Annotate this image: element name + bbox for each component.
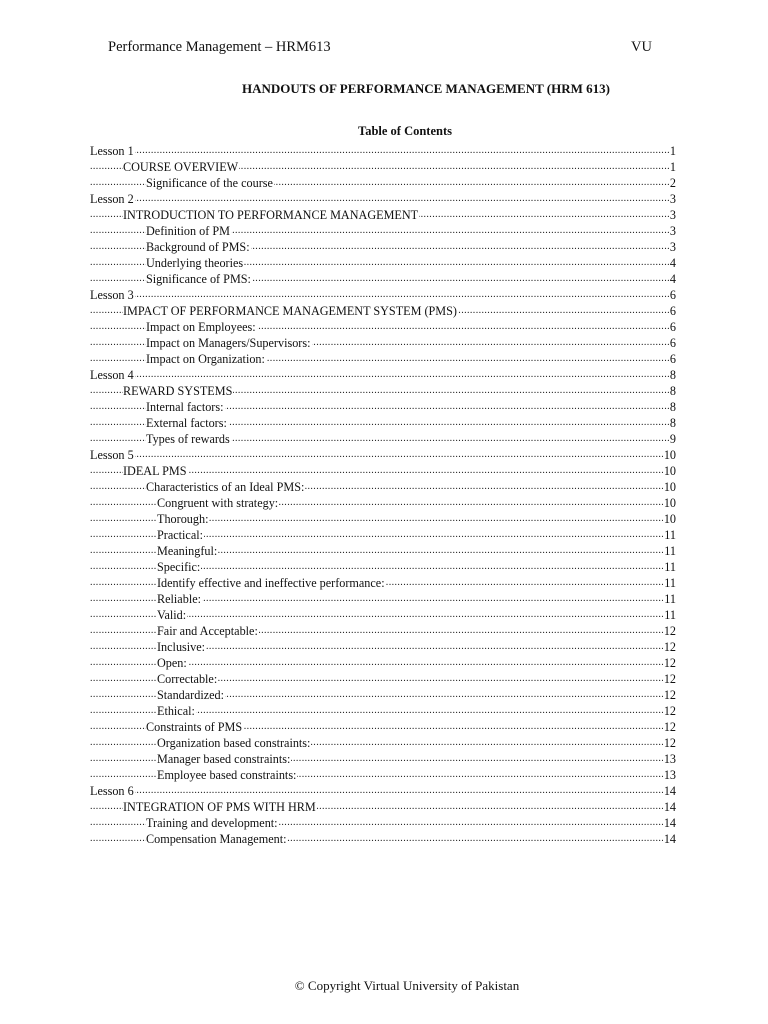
toc-entry[interactable] (90, 527, 676, 543)
toc-entry[interactable] (90, 319, 676, 335)
toc-entry-label: Significance of the course (146, 176, 273, 190)
toc-entry[interactable] (90, 831, 676, 847)
toc-entry[interactable] (90, 383, 676, 399)
toc-entry[interactable] (90, 463, 676, 479)
toc-entry-label: Congruent with strategy: (157, 496, 279, 510)
toc-entry-label: Fair and Acceptable: (157, 624, 258, 638)
toc-entry-label: Inclusive: (157, 640, 206, 654)
toc-entry-label: Identify effective and ineffective performance: (157, 576, 385, 590)
toc-entry-page-number: 3 (669, 208, 676, 222)
toc-entry-page-number: 6 (669, 304, 676, 318)
toc-entry-page-number: 12 (663, 672, 676, 686)
toc-entry[interactable] (90, 367, 676, 383)
toc-entry-page-number: 11 (664, 608, 676, 622)
toc-entry-page-number: 13 (663, 752, 676, 766)
header-course-title: Performance Management – HRM613 (108, 39, 331, 55)
toc-entry-page-number: 14 (663, 816, 676, 830)
toc-entry-label: Lesson 1 (90, 144, 134, 158)
toc-entry-label: Open: (157, 656, 187, 670)
toc-entry-label: Practical: (157, 528, 204, 542)
toc-entry-page-number: 11 (664, 544, 676, 558)
toc-entry-page-number: 12 (663, 720, 676, 734)
toc-entry-label: Lesson 6 (90, 784, 134, 798)
toc-entry-page-number: 11 (664, 528, 676, 542)
toc-entry[interactable] (90, 399, 676, 415)
toc-entry[interactable] (90, 415, 676, 431)
toc-entry-page-number: 6 (669, 288, 676, 302)
toc-entry[interactable] (90, 591, 676, 607)
toc-entry[interactable] (90, 159, 676, 175)
toc-entry-label: External factors: (146, 416, 227, 430)
toc-entry-page-number: 10 (663, 496, 676, 510)
toc-entry-label: COURSE OVERVIEW (123, 160, 239, 174)
toc-entry[interactable] (90, 287, 676, 303)
toc-entry-label: Lesson 2 (90, 192, 134, 206)
toc-entry-page-number: 10 (663, 480, 676, 494)
toc-entry-label: Valid: (157, 608, 187, 622)
toc-entry-page-number: 8 (669, 400, 676, 414)
toc-entry-label: REWARD SYSTEMS (123, 384, 233, 398)
toc-entry[interactable] (90, 511, 676, 527)
toc-entry[interactable] (90, 655, 676, 671)
toc-entry-page-number: 12 (663, 656, 676, 670)
toc-entry[interactable] (90, 719, 676, 735)
toc-entry-label: Significance of PMS: (146, 272, 251, 286)
toc-entry-label: Background of PMS: (146, 240, 250, 254)
toc-entry-page-number: 1 (669, 144, 676, 158)
toc-entry-label: Meaningful: (157, 544, 218, 558)
toc-entry-page-number: 12 (663, 688, 676, 702)
toc-entry[interactable] (90, 559, 676, 575)
toc-entry-page-number: 3 (669, 192, 676, 206)
toc-entry[interactable] (90, 271, 676, 287)
toc-entry-label: IDEAL PMS (123, 464, 187, 478)
toc-entry-label: Underlying theories (146, 256, 244, 270)
toc-entry-label: Types of rewards (146, 432, 230, 446)
toc-entry-label: Definition of PM (146, 224, 230, 238)
toc-entry-page-number: 12 (663, 704, 676, 718)
document-title: HANDOUTS OF PERFORMANCE MANAGEMENT (HRM 613) (242, 81, 610, 96)
toc-entry[interactable] (90, 207, 676, 223)
toc-entry[interactable] (90, 351, 676, 367)
toc-entry[interactable] (90, 543, 676, 559)
toc-entry-label: Impact on Managers/Supervisors: (146, 336, 311, 350)
toc-entry-label: Specific: (157, 560, 201, 574)
toc-entry[interactable] (90, 815, 676, 831)
toc-entry[interactable] (90, 767, 676, 783)
toc-entry[interactable] (90, 799, 676, 815)
toc-entry[interactable] (90, 735, 676, 751)
toc-entry-page-number: 9 (669, 432, 676, 446)
toc-entry-label: INTRODUCTION TO PERFORMANCE MANAGEMENT (123, 208, 419, 222)
toc-entry-label: Lesson 5 (90, 448, 134, 462)
toc-entry[interactable] (90, 671, 676, 687)
toc-heading: Table of Contents (358, 124, 452, 138)
toc-entry-label: Standardized: (157, 688, 225, 702)
toc-entry[interactable] (90, 479, 676, 495)
toc-entry-page-number: 4 (669, 272, 676, 286)
toc-entry[interactable] (90, 335, 676, 351)
toc-entry[interactable] (90, 303, 676, 319)
toc-entry-page-number: 14 (663, 832, 676, 846)
toc-entry-page-number: 8 (669, 368, 676, 382)
toc-entry-label: Internal factors: (146, 400, 224, 414)
toc-entry-page-number: 2 (669, 176, 676, 190)
toc-entry[interactable] (90, 703, 676, 719)
toc-entry-label: Compensation Management: (146, 832, 287, 846)
toc-entry[interactable] (90, 191, 676, 207)
toc-entry-label: Characteristics of an Ideal PMS: (146, 480, 305, 494)
toc-entry-page-number: 11 (664, 560, 676, 574)
toc-entry-label: Impact on Employees: (146, 320, 256, 334)
toc-entry[interactable] (90, 783, 676, 799)
toc-entry-page-number: 6 (669, 336, 676, 350)
toc-entry[interactable] (90, 575, 676, 591)
toc-entry-page-number: 10 (663, 464, 676, 478)
toc-entry-page-number: 6 (669, 320, 676, 334)
toc-entry-page-number: 12 (663, 736, 676, 750)
header-institution-code: VU (631, 39, 652, 55)
toc-entry-page-number: 4 (669, 256, 676, 270)
toc-entry-label: Training and development: (146, 816, 278, 830)
toc-entry-page-number: 14 (663, 800, 676, 814)
toc-entry[interactable] (90, 447, 676, 463)
toc-entry-label: Manager based constraints: (157, 752, 291, 766)
toc-entry[interactable] (90, 623, 676, 639)
toc-entry-page-number: 10 (663, 448, 676, 462)
toc-entry-label: IMPACT OF PERFORMANCE MANAGEMENT SYSTEM (PMS) (123, 304, 457, 318)
toc-entry-label: Constraints of PMS (146, 720, 243, 734)
toc-entry-page-number: 14 (663, 784, 676, 798)
toc-entry-page-number: 12 (663, 624, 676, 638)
toc-entry-page-number: 13 (663, 768, 676, 782)
toc-entry[interactable] (90, 751, 676, 767)
toc-entry-label: Lesson 3 (90, 288, 134, 302)
copyright-footer: © Copyright Virtual University of Pakistan (294, 978, 520, 993)
toc-entry-label: Impact on Organization: (146, 352, 265, 366)
toc-entry-label: Thorough: (157, 512, 209, 526)
toc-entry[interactable] (90, 223, 676, 239)
table-of-contents (90, 143, 676, 847)
toc-entry-label: Lesson 4 (90, 368, 134, 382)
toc-entry[interactable] (90, 687, 676, 703)
toc-entry-label: Correctable: (157, 672, 218, 686)
toc-entry-page-number: 8 (669, 384, 676, 398)
toc-entry[interactable] (90, 495, 676, 511)
toc-entry-label: Organization based constraints: (157, 736, 311, 750)
toc-entry-page-number: 12 (663, 640, 676, 654)
toc-entry-page-number: 3 (669, 224, 676, 238)
toc-entry[interactable] (90, 143, 676, 159)
toc-entry-label: INTEGRATION OF PMS WITH HRM (123, 800, 316, 814)
toc-entry-page-number: 1 (669, 160, 676, 174)
toc-entry-label: Reliable: (157, 592, 201, 606)
toc-entry[interactable] (90, 255, 676, 271)
toc-entry-label: Employee based constraints: (157, 768, 297, 782)
toc-entry[interactable] (90, 431, 676, 447)
toc-entry-label: Ethical: (157, 704, 195, 718)
toc-entry-page-number: 10 (663, 512, 676, 526)
toc-entry[interactable] (90, 175, 676, 191)
toc-entry[interactable] (90, 239, 676, 255)
toc-entry[interactable] (90, 639, 676, 655)
toc-entry-page-number: 11 (664, 592, 676, 606)
toc-entry[interactable] (90, 607, 676, 623)
toc-entry-page-number: 3 (669, 240, 676, 254)
toc-entry-page-number: 8 (669, 416, 676, 430)
toc-entry-page-number: 6 (669, 352, 676, 366)
toc-entry-page-number: 11 (664, 576, 676, 590)
